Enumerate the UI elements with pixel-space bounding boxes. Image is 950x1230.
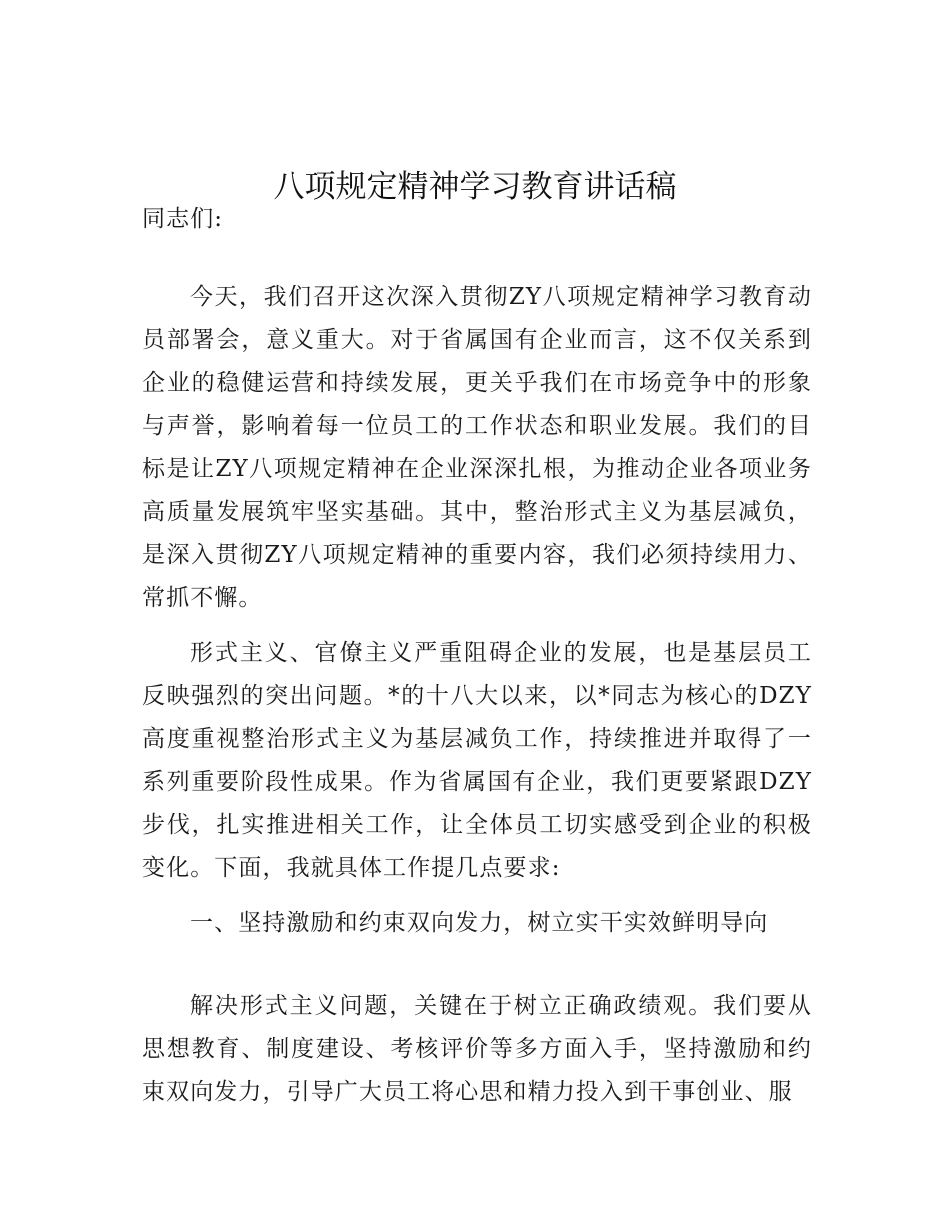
- section-heading-1: 一、坚持激励和约束双向发力，树立实干实效鲜明导向: [190, 910, 769, 936]
- paragraph-intro: 今天，我们召开这次深入贯彻ZY八项规定精神学习教育动员部署会，意义重大。对于省属国有企业而言，这不仅关系到企业的稳健运营和持续发展，更关乎我们在市场竞争中的形象与声誉，影响着每一位员工的工作状态和职业发展。我们的目标是让ZY八项规定精神在企业深深扎根，为推动企业各项业务高质量发展筑牢坚实基础。其中，整治形式主义为基层减负，是深入贯彻ZY八项规定精神的重要内容，我们必须持续用力、常抓不懈。: [142, 284, 812, 611]
- paragraph-background: 形式主义、官僚主义严重阻碍企业的发展，也是基层员工反映强烈的突出问题。*的十八大以来，以*同志为核心的DZY高度重视整治形式主义为基层减负工作，持续推进并取得了一系列重要阶段性成果。作为省属国有企业，我们更要紧跟DZY步伐，扎实推进相关工作，让全体员工切实感受到企业的积极变化。下面，我就具体工作提几点要求:: [142, 640, 812, 881]
- document-title: 八项规定精神学习教育讲话稿: [273, 169, 677, 205]
- salutation: 同志们:: [142, 206, 224, 232]
- paragraph-section-1: 解决形式主义问题，关键在于树立正确政绩观。我们要从思想教育、制度建设、考核评价等多方面入手，坚持激励和约束双向发力，引导广大员工将心思和精力投入到干事创业、服: [142, 993, 812, 1105]
